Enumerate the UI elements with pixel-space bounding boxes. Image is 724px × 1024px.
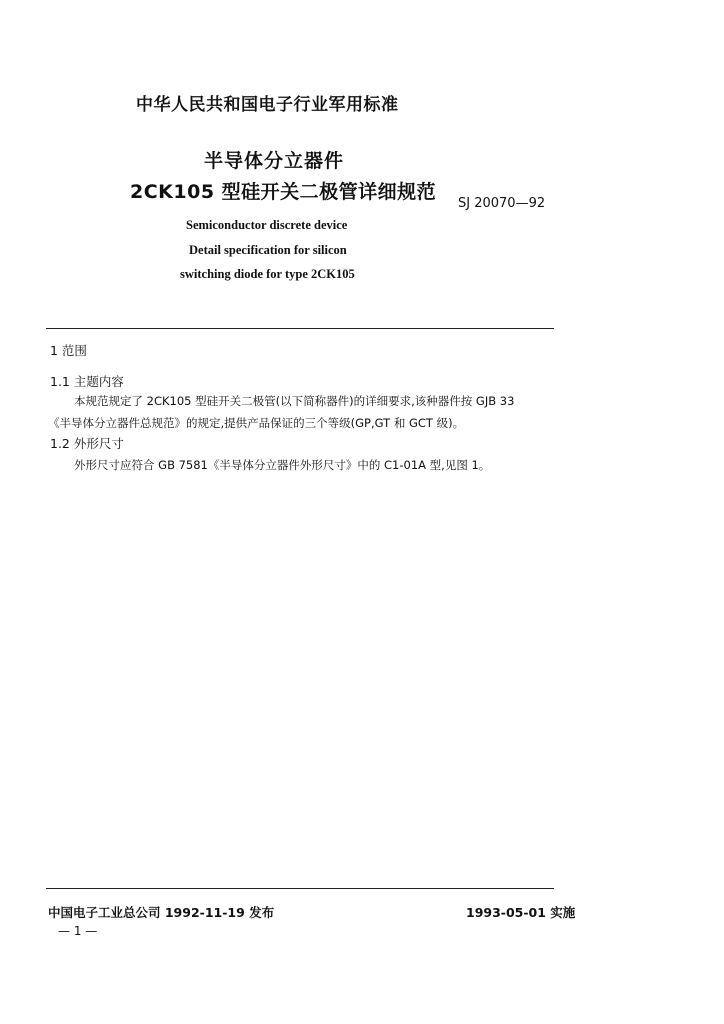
section-1-heading: 1 范围 xyxy=(50,343,87,358)
section-1-1-heading: 1.1 主题内容 xyxy=(50,374,124,389)
standard-organization-title: 中华人民共和国电子行业军用标准 xyxy=(136,95,399,115)
issue-date: 中国电子工业总公司 1992-11-19 发布 xyxy=(48,905,275,920)
page-number: — 1 — xyxy=(58,924,98,938)
section-1-1-paragraph-line1: 本规范规定了 2CK105 型硅开关二极管(以下简称器件)的详细要求,该种器件按 GJB 33 xyxy=(74,394,515,408)
document-title-cn-line2: 2CK105 型硅开关二极管详细规范 xyxy=(130,181,437,203)
standard-number: SJ 20070—92 xyxy=(458,196,546,211)
document-title-cn-line1: 半导体分立器件 xyxy=(204,150,345,172)
section-1-1-paragraph-line2: 《半导体分立器件总规范》的规定,提供产品保证的三个等级(GP,GT 和 GCT 级)。 xyxy=(48,416,465,430)
document-title-en-line3: switching diode for type 2CK105 xyxy=(180,267,355,281)
section-1-2-heading: 1.2 外形尺寸 xyxy=(50,436,124,451)
section-1-2-paragraph: 外形尺寸应符合 GB 7581《半导体分立器件外形尺寸》中的 C1-01A 型,见图 1。 xyxy=(74,458,491,472)
effective-date: 1993-05-01 实施 xyxy=(466,905,576,920)
footer-divider xyxy=(46,888,554,889)
header-divider xyxy=(46,328,554,329)
document-title-en-line2: Detail specification for silicon xyxy=(189,243,347,257)
document-title-en-line1: Semiconductor discrete device xyxy=(186,218,348,232)
